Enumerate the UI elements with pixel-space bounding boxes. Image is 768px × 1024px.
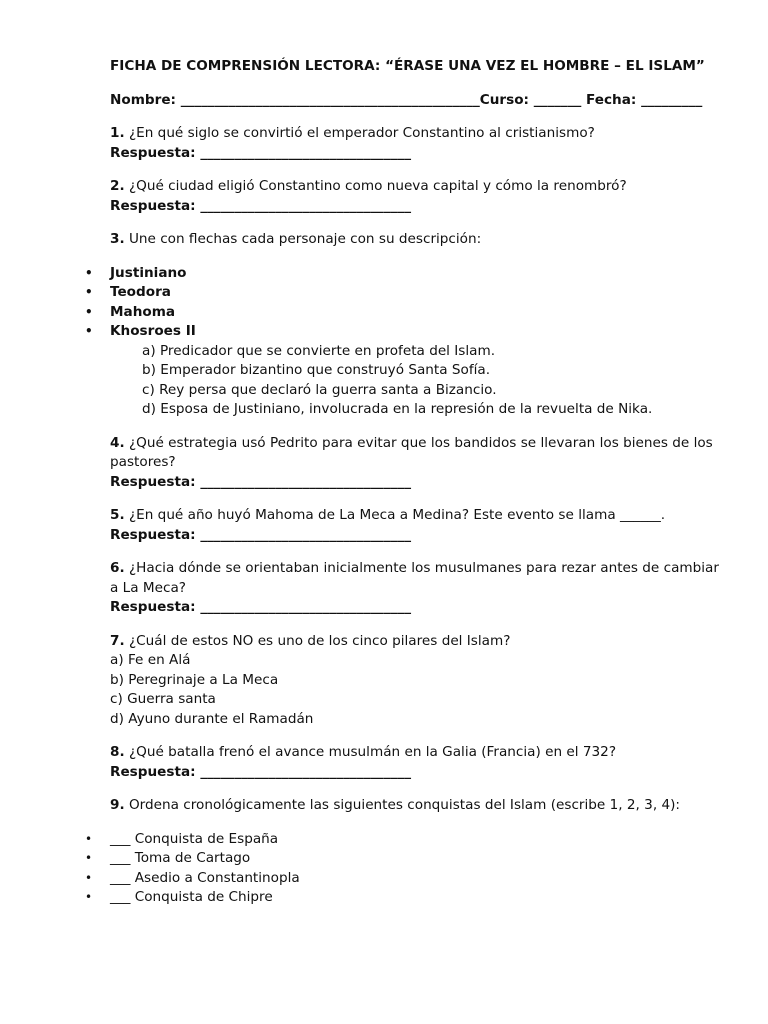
answer-line: Respuesta: _______________________________ <box>110 473 412 490</box>
list-item: • Teodora <box>110 283 728 303</box>
list-item: • Khosroes II <box>110 322 728 342</box>
question-2 <box>110 177 728 216</box>
question-number: 4. <box>110 434 125 451</box>
question-number: 8. <box>110 744 125 760</box>
character-list <box>110 264 728 342</box>
list-item: c) Guerra santa <box>110 691 216 707</box>
question-text: ¿En qué siglo se convirtió el emperador Constantino al cristianismo? <box>124 125 595 141</box>
question-text: ¿Qué estrategia usó Pedrito para evitar que los bandidos se llevaran los bienes de los pastores? <box>110 434 713 470</box>
question-number: 1. <box>110 125 125 141</box>
description-list <box>142 342 728 420</box>
question-1 <box>110 124 728 163</box>
question-text: ¿Hacia dónde se orientaban inicialmente los musulmanes para rezar antes de cambiar a La Meca? <box>110 560 719 596</box>
question-number: 9. <box>110 797 125 813</box>
answer-line: Respuesta: _______________________________ <box>110 599 412 615</box>
list-item: • ___ Toma de Cartago <box>110 849 728 869</box>
question-4 <box>110 434 728 493</box>
question-number: 6. <box>110 560 125 576</box>
list-item: d) Esposa de Justiniano, involucrada en la represión de la revuelta de Nika. <box>142 401 653 417</box>
question-text: Une con flechas cada personaje con su descripción: <box>124 231 482 247</box>
question-number: 3. <box>110 231 125 247</box>
question-text: ¿En qué año huyó Mahoma de La Meca a Medina? Este evento se llama ______. <box>124 507 666 523</box>
list-item: a) Fe en Alá <box>110 652 191 668</box>
question-text: Ordena cronológicamente las siguientes conquistas del Islam (escribe 1, 2, 3, 4): <box>124 797 681 813</box>
question-7 <box>110 632 728 652</box>
student-info-line: Nombre: ____________________________________________Curso: _______ Fecha: _________ <box>110 91 703 108</box>
conquest-list <box>110 830 728 908</box>
list-item: • ___ Conquista de España <box>110 830 728 850</box>
page-title: FICHA DE COMPRENSIÓN LECTORA: “ÉRASE UNA VEZ EL HOMBRE – EL ISLAM” <box>110 58 705 74</box>
question-number: 2. <box>110 178 125 194</box>
answer-line: Respuesta: _______________________________ <box>110 763 412 780</box>
answer-line: Respuesta: _______________________________ <box>110 526 412 543</box>
list-item: • ___ Conquista de Chipre <box>110 888 728 908</box>
list-item: d) Ayuno durante el Ramadán <box>110 710 314 727</box>
question-8 <box>110 743 728 782</box>
list-item: b) Emperador bizantino que construyó Santa Sofía. <box>142 362 491 378</box>
question-number: 5. <box>110 507 125 523</box>
list-item: c) Rey persa que declaró la guerra santa a Bizancio. <box>142 381 497 398</box>
question-text: ¿Qué batalla frenó el avance musulmán en la Galia (Francia) en el 732? <box>124 744 617 760</box>
question-9 <box>110 796 728 816</box>
answer-line: Respuesta: _______________________________ <box>110 197 412 214</box>
list-item: b) Peregrinaje a La Meca <box>110 671 279 688</box>
question-3 <box>110 230 728 250</box>
answer-line: Respuesta: _______________________________ <box>110 144 412 161</box>
list-item: • Mahoma <box>110 303 728 323</box>
question-number: 7. <box>110 632 125 649</box>
options-list <box>110 651 728 729</box>
question-5 <box>110 506 728 545</box>
question-text: ¿Cuál de estos NO es uno de los cinco pilares del Islam? <box>124 632 511 649</box>
question-6 <box>110 559 728 618</box>
question-text: ¿Qué ciudad eligió Constantino como nueva capital y cómo la renombró? <box>124 178 627 194</box>
list-item: • Justiniano <box>110 264 728 284</box>
list-item: • ___ Asedio a Constantinopla <box>110 869 728 889</box>
list-item: a) Predicador que se convierte en profeta del Islam. <box>142 342 496 359</box>
